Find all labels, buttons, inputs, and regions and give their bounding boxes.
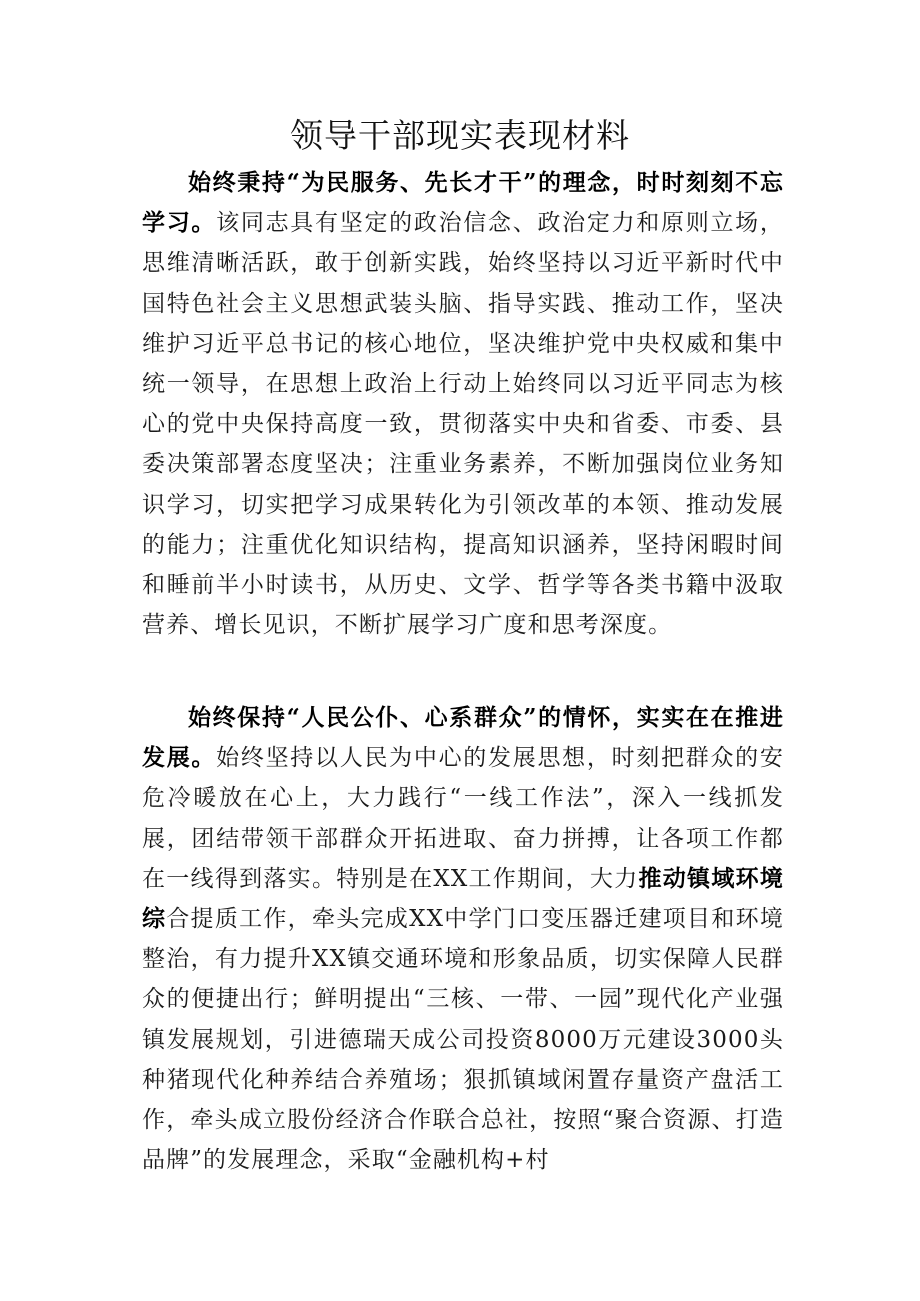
paragraph-2-heading: 始终保持“人民公仆、心系群众”的情怀，实实在在推进发展。 bbox=[142, 704, 784, 772]
paragraph-1 bbox=[142, 163, 784, 645]
paragraph-1-content bbox=[142, 163, 784, 645]
paragraph-2-content bbox=[142, 698, 784, 1180]
paragraph-2-text-end: 合提质工作，牵头完成XX中学门口变压器迁建项目和环境整治，有力提升XX镇交通环境和形象品质，切实保障人民群众的便捷出行；鲜明提出“三核、一带、一园”现代化产业强镇发展规划，引进德瑞天成公司投资8000万元建设3000头种猪现代化种养结合养殖场；狠抓镇域闲置存量资产盘活工作，牵头成立股份经济合作联合总社，按照“聚合资源、打造品牌”的发展理念，采取“金融机构+村 bbox=[142, 906, 784, 1174]
paragraph-1-text: 该同志具有坚定的政治信念、政治定力和原则立场，思维清晰活跃，敢于创新实践，始终坚持以习近平新时代中国特色社会主义思想武装头脑、指导实践、推动工作，坚决维护习近平总书记的核心地位，坚决维护党中央权威和集中统一领导，在思想上政治上行动上始终同以习近平同志为核心的党中央保持高度一致，贯彻落实中央和省委、市委、县委决策部署态度坚决；注重业务素养，不断加强岗位业务知识学习，切实把学习成果转化为引领改革的本领、推动发展的能力；注重优化知识结构，提高知识涵养，坚持闲暇时间和睡前半小时读书，从历史、文学、哲学等各类书籍中汲取营养、增长见识，不断扩展学习广度和思考深度。 bbox=[142, 210, 784, 639]
paragraph-2 bbox=[142, 698, 784, 1180]
document-title: 领导干部现实表现材料 bbox=[290, 116, 630, 155]
paragraph-1-heading: 始终秉持“为民服务、先长才干”的理念，时时刻刻不忘学习。 bbox=[142, 169, 784, 237]
paragraph-2-text-start: 始终坚持以人民为中心的发展思想，时刻把群众的安危冷暖放在心上，大力践行“一线工作法”，深入一线抓发展，团结带领干部群众开拓进取、奋力拼搏，让各项工作都在一线得到落实。特别是在XX工作期间，大力 bbox=[142, 745, 784, 892]
paragraph-2-bold-phrase: 推动镇域环境综 bbox=[142, 864, 784, 933]
